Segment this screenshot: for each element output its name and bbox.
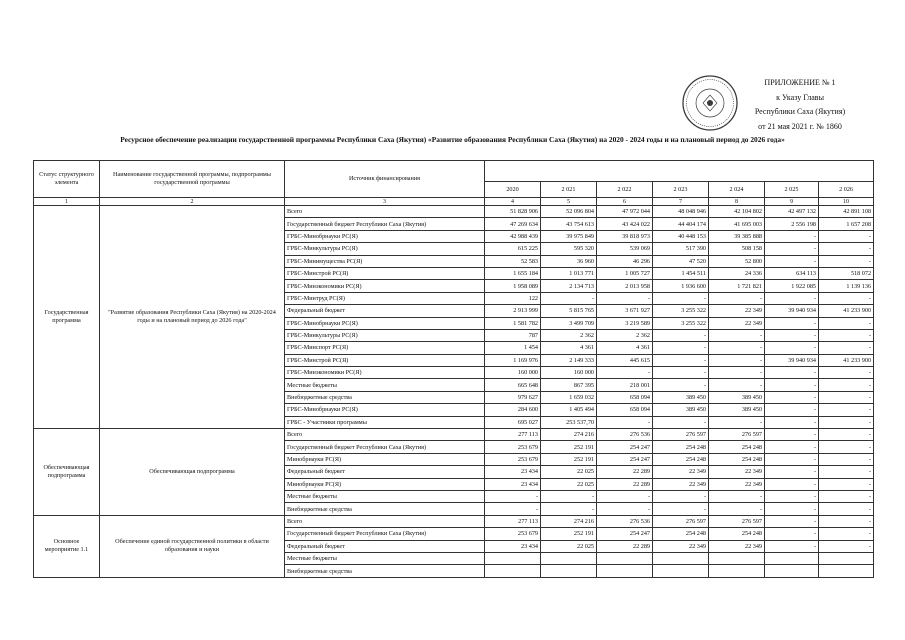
year-amount: 3 255 322 (653, 317, 709, 329)
year-amount: 160 000 (541, 367, 597, 379)
year-amount: - (653, 379, 709, 391)
year-amount: 22 349 (653, 466, 709, 478)
year-amount: - (819, 540, 874, 552)
year-amount: 46 296 (597, 255, 653, 267)
year-amount: - (597, 292, 653, 304)
funding-source: Внебюджетные средства (285, 565, 485, 577)
year-amount: - (653, 367, 709, 379)
column-index: 10 (819, 198, 874, 206)
year-amount: 253 537,70 (541, 416, 597, 428)
year-amount: - (485, 503, 541, 515)
year-amount: 42 891 108 (819, 206, 874, 218)
table-row (34, 429, 874, 441)
year-amount: 160 000 (485, 367, 541, 379)
header-year: 2 021 (541, 182, 597, 198)
year-amount: - (819, 391, 874, 403)
year-amount: 274 216 (541, 429, 597, 441)
funding-source: Местные бюджеты (285, 490, 485, 502)
year-amount: 44 404 174 (653, 218, 709, 230)
column-index: 3 (285, 198, 485, 206)
year-amount: 1 454 511 (653, 267, 709, 279)
funding-source: Местные бюджеты (285, 379, 485, 391)
year-amount: 253 679 (485, 441, 541, 453)
funding-source: Минобрнауки РС(Я) (285, 453, 485, 465)
funding-source: Государственный бюджет Республики Саха (Якутия) (285, 528, 485, 540)
funding-source: Внебюджетные средства (285, 391, 485, 403)
year-amount: - (541, 490, 597, 502)
year-amount: - (765, 453, 819, 465)
year-amount: 254 248 (653, 528, 709, 540)
year-amount: 252 191 (541, 441, 597, 453)
year-amount: 22 289 (597, 466, 653, 478)
year-amount: 867 395 (541, 379, 597, 391)
table-row (34, 515, 874, 527)
year-amount: 218 001 (597, 379, 653, 391)
year-amount: 389 450 (709, 391, 765, 403)
year-amount: - (709, 379, 765, 391)
year-amount (819, 565, 874, 577)
year-amount: - (765, 478, 819, 490)
year-amount: 1 958 089 (485, 280, 541, 292)
funding-source: ГРБС-Минтруд РС(Я) (285, 292, 485, 304)
year-amount: - (597, 503, 653, 515)
year-amount: 389 450 (709, 404, 765, 416)
funding-source: ГРБС-Минэкономики РС(Я) (285, 367, 485, 379)
year-amount: 24 336 (709, 267, 765, 279)
year-amount: - (819, 230, 874, 242)
year-amount (485, 565, 541, 577)
year-amount: 1 655 184 (485, 267, 541, 279)
year-amount: 1 659 032 (541, 391, 597, 403)
year-amount: 595 320 (541, 243, 597, 255)
year-amount: - (819, 342, 874, 354)
year-amount: 22 289 (597, 478, 653, 490)
header-years-group (485, 161, 874, 182)
year-amount: 274 216 (541, 515, 597, 527)
year-amount: 4 361 (541, 342, 597, 354)
year-amount: - (653, 503, 709, 515)
year-amount: 23 434 (485, 478, 541, 490)
year-amount: - (709, 292, 765, 304)
table-row (34, 206, 874, 218)
year-amount: 276 597 (653, 515, 709, 527)
year-amount (541, 552, 597, 564)
row-program-name: Обеспечение единой государственной политики в области образования и науки (100, 515, 285, 577)
funding-source: ГРБС-Минобрнауки РС(Я) (285, 404, 485, 416)
funding-source: Федеральный бюджет (285, 466, 485, 478)
header-year: 2 024 (709, 182, 765, 198)
header-name: Наименование государственной программы, подпрограммы государственной программы (100, 161, 285, 198)
row-status: Обеспечивающая подпрограмма (34, 429, 100, 516)
year-amount: - (709, 367, 765, 379)
year-amount: 254 248 (709, 441, 765, 453)
year-amount: 51 828 906 (485, 206, 541, 218)
year-amount: - (819, 255, 874, 267)
year-amount: - (653, 354, 709, 366)
year-amount: - (819, 429, 874, 441)
funding-source: ГРБС-Минэкономики РС(Я) (285, 280, 485, 292)
year-amount: 517 390 (653, 243, 709, 255)
year-amount: 1 005 727 (597, 267, 653, 279)
year-amount: 254 247 (597, 441, 653, 453)
year-amount: - (765, 379, 819, 391)
year-amount: 276 536 (597, 429, 653, 441)
year-amount: - (765, 540, 819, 552)
year-amount: - (653, 342, 709, 354)
funding-source: ГРБС-Минстрой РС(Я) (285, 354, 485, 366)
year-amount: 2 913 999 (485, 305, 541, 317)
table-index-row (34, 198, 874, 206)
year-amount: 3 671 927 (597, 305, 653, 317)
year-amount (653, 552, 709, 564)
year-amount: 634 113 (765, 267, 819, 279)
year-amount: 787 (485, 329, 541, 341)
year-amount: 539 069 (597, 243, 653, 255)
header-year: 2 023 (653, 182, 709, 198)
year-amount: 1 454 (485, 342, 541, 354)
year-amount: 445 615 (597, 354, 653, 366)
year-amount: 254 248 (709, 528, 765, 540)
year-amount: - (597, 490, 653, 502)
year-amount: 52 800 (709, 255, 765, 267)
year-amount: 254 248 (709, 453, 765, 465)
year-amount: - (765, 429, 819, 441)
year-amount: 658 094 (597, 404, 653, 416)
funding-source: Всего (285, 515, 485, 527)
year-amount: 41 695 003 (709, 218, 765, 230)
year-amount: - (709, 329, 765, 341)
year-amount: 22 349 (709, 305, 765, 317)
year-amount: 41 233 900 (819, 305, 874, 317)
year-amount: - (709, 416, 765, 428)
year-amount: 2 013 958 (597, 280, 653, 292)
funding-source: ГРБС-Минобрнауки РС(Я) (285, 317, 485, 329)
year-amount: - (709, 503, 765, 515)
year-amount: 52 096 804 (541, 206, 597, 218)
year-amount: 3 255 322 (653, 305, 709, 317)
row-status: Государственная программа (34, 206, 100, 429)
year-amount: 695 027 (485, 416, 541, 428)
year-amount: - (819, 515, 874, 527)
appendix-decree: к Указу Главы (776, 92, 824, 102)
column-index: 9 (765, 198, 819, 206)
funding-source: ГРБС - Участники программы (285, 416, 485, 428)
year-amount: - (653, 329, 709, 341)
year-amount: - (819, 528, 874, 540)
year-amount: 47 520 (653, 255, 709, 267)
appendix-republic: Республики Саха (Якутия) (754, 107, 846, 116)
year-amount: - (541, 292, 597, 304)
year-amount: 1 169 976 (485, 354, 541, 366)
year-amount: - (765, 441, 819, 453)
year-amount: - (819, 404, 874, 416)
header-status: Статус структурного элемента (34, 161, 100, 198)
header-year: 2 025 (765, 182, 819, 198)
year-amount: 1 405 494 (541, 404, 597, 416)
year-amount: 23 434 (485, 540, 541, 552)
year-amount: 43 424 022 (597, 218, 653, 230)
year-amount: - (765, 416, 819, 428)
year-amount (541, 565, 597, 577)
year-amount: 254 247 (597, 528, 653, 540)
year-amount: - (709, 354, 765, 366)
year-amount: - (765, 317, 819, 329)
appendix-block (730, 76, 870, 134)
year-amount: - (819, 317, 874, 329)
year-amount: - (597, 367, 653, 379)
year-amount: - (765, 490, 819, 502)
year-amount: 47 269 634 (485, 218, 541, 230)
column-index: 1 (34, 198, 100, 206)
year-amount: - (765, 391, 819, 403)
year-amount: 508 158 (709, 243, 765, 255)
document-title: Ресурсное обеспечение реализации государственной программы Республики Саха (Якутия) «Развитие образования Республики Саха (Якутия) на 2020 - 2024 годы и на плановый период до 2026 года» (120, 135, 785, 144)
year-amount (765, 565, 819, 577)
header-year: 2 026 (819, 182, 874, 198)
funding-source: Федеральный бюджет (285, 305, 485, 317)
column-index: 5 (541, 198, 597, 206)
year-amount: - (819, 466, 874, 478)
funding-source: ГРБС-Минкультуры РС(Я) (285, 243, 485, 255)
year-amount: 276 597 (709, 515, 765, 527)
year-amount: 42 988 439 (485, 230, 541, 242)
year-amount: 22 025 (541, 540, 597, 552)
year-amount (765, 552, 819, 564)
year-amount: - (485, 490, 541, 502)
year-amount: - (653, 292, 709, 304)
year-amount: - (765, 367, 819, 379)
funding-source: Всего (285, 206, 485, 218)
funding-source: ГРБС-Минстрой РС(Я) (285, 267, 485, 279)
year-amount: - (765, 230, 819, 242)
funding-source: Местные бюджеты (285, 552, 485, 564)
year-amount: - (709, 342, 765, 354)
year-amount: - (765, 342, 819, 354)
column-index: 7 (653, 198, 709, 206)
year-amount (819, 552, 874, 564)
year-amount: 1 922 085 (765, 280, 819, 292)
funding-source: Внебюджетные средства (285, 503, 485, 515)
year-amount: 2 556 198 (765, 218, 819, 230)
year-amount: 2 362 (597, 329, 653, 341)
year-amount: - (819, 453, 874, 465)
year-amount: 39 940 934 (765, 354, 819, 366)
year-amount: 1 139 136 (819, 280, 874, 292)
year-amount: 22 349 (709, 540, 765, 552)
funding-source: Минобрнауки РС(Я) (285, 478, 485, 490)
year-amount: - (819, 243, 874, 255)
year-amount (597, 552, 653, 564)
year-amount: 52 583 (485, 255, 541, 267)
year-amount: 40 448 153 (653, 230, 709, 242)
appendix-number: ПРИЛОЖЕНИЕ № 1 (764, 78, 836, 87)
year-amount: 22 349 (653, 540, 709, 552)
funding-source: ГРБС-Минимущества РС(Я) (285, 255, 485, 267)
year-amount: - (819, 367, 874, 379)
row-status: Основное мероприятие 1.1 (34, 515, 100, 577)
table-header-row (34, 161, 874, 182)
year-amount: - (819, 416, 874, 428)
year-amount: 5 815 765 (541, 305, 597, 317)
year-amount: - (819, 441, 874, 453)
year-amount: 22 349 (709, 478, 765, 490)
year-amount: 277 113 (485, 429, 541, 441)
year-amount: 253 679 (485, 528, 541, 540)
row-program-name: Обеспечивающая подпрограмма (100, 429, 285, 516)
year-amount: 39 385 888 (709, 230, 765, 242)
year-amount: 23 434 (485, 466, 541, 478)
year-amount: 254 248 (653, 441, 709, 453)
year-amount: 4 361 (597, 342, 653, 354)
year-amount: 979 627 (485, 391, 541, 403)
year-amount: 1 936 600 (653, 280, 709, 292)
year-amount: 389 450 (653, 404, 709, 416)
column-index: 6 (597, 198, 653, 206)
year-amount: 39 818 973 (597, 230, 653, 242)
year-amount: 253 679 (485, 453, 541, 465)
year-amount: 1 013 771 (541, 267, 597, 279)
year-amount: 22 025 (541, 478, 597, 490)
year-amount: 39 940 934 (765, 305, 819, 317)
year-amount: 389 450 (653, 391, 709, 403)
row-program-name: "Развитие образования Республики Саха (Якутия) на 2020-2024 годы и на плановый период до 2026 года" (100, 206, 285, 429)
funding-source: Федеральный бюджет (285, 540, 485, 552)
year-amount: 22 025 (541, 466, 597, 478)
year-amount: - (653, 490, 709, 502)
year-amount: - (765, 404, 819, 416)
year-amount: - (765, 466, 819, 478)
header-source: Источник финансирования (285, 161, 485, 198)
year-amount: - (765, 329, 819, 341)
year-amount: 252 191 (541, 528, 597, 540)
funding-source: ГРБС-Минкультуры РС(Я) (285, 329, 485, 341)
year-amount: 36 960 (541, 255, 597, 267)
year-amount: 48 048 946 (653, 206, 709, 218)
year-amount: 276 536 (597, 515, 653, 527)
resource-table (33, 160, 874, 578)
year-amount (597, 565, 653, 577)
year-amount: 2 134 713 (541, 280, 597, 292)
year-amount: 22 349 (653, 478, 709, 490)
header-year: 2 022 (597, 182, 653, 198)
year-amount: 3 219 589 (597, 317, 653, 329)
year-amount: - (819, 379, 874, 391)
column-index: 4 (485, 198, 541, 206)
year-amount: 41 233 900 (819, 354, 874, 366)
year-amount: 276 597 (653, 429, 709, 441)
year-amount: - (765, 255, 819, 267)
year-amount: - (765, 503, 819, 515)
year-amount: - (653, 416, 709, 428)
year-amount (709, 552, 765, 564)
year-amount: - (597, 416, 653, 428)
year-amount: - (765, 528, 819, 540)
year-amount: - (765, 292, 819, 304)
year-amount: 1 657 208 (819, 218, 874, 230)
year-amount: 42 497 132 (765, 206, 819, 218)
year-amount: 665 648 (485, 379, 541, 391)
year-amount: 22 349 (709, 466, 765, 478)
year-amount: 47 972 044 (597, 206, 653, 218)
year-amount (485, 552, 541, 564)
year-amount: 277 113 (485, 515, 541, 527)
year-amount: 276 597 (709, 429, 765, 441)
year-amount: - (819, 503, 874, 515)
year-amount: 254 248 (653, 453, 709, 465)
year-amount: - (765, 515, 819, 527)
year-amount: - (541, 503, 597, 515)
year-amount: 3 499 709 (541, 317, 597, 329)
year-amount: 254 247 (597, 453, 653, 465)
year-amount: 2 149 333 (541, 354, 597, 366)
year-amount: - (709, 490, 765, 502)
year-amount: - (819, 490, 874, 502)
year-amount (709, 565, 765, 577)
year-amount (653, 565, 709, 577)
year-amount: 1 581 782 (485, 317, 541, 329)
year-amount: 122 (485, 292, 541, 304)
year-amount: 615 225 (485, 243, 541, 255)
year-amount: 42 104 802 (709, 206, 765, 218)
column-index: 2 (100, 198, 285, 206)
appendix-date: от 21 мая 2021 г. № 1860 (758, 121, 842, 131)
funding-source: ГРБС-Минспорт РС(Я) (285, 342, 485, 354)
year-amount: - (819, 478, 874, 490)
column-index: 8 (709, 198, 765, 206)
header-year: 2020 (485, 182, 541, 198)
year-amount: 518 072 (819, 267, 874, 279)
year-amount: 22 349 (709, 317, 765, 329)
funding-source: Всего (285, 429, 485, 441)
year-amount: 658 094 (597, 391, 653, 403)
funding-source: Государственный бюджет Республики Саха (Якутия) (285, 441, 485, 453)
funding-source: Государственный бюджет Республики Саха (Якутия) (285, 218, 485, 230)
year-amount: 39 975 849 (541, 230, 597, 242)
funding-source: ГРБС-Минобрнауки РС(Я) (285, 230, 485, 242)
resource-table-body (34, 161, 874, 578)
year-amount: - (765, 243, 819, 255)
year-amount: - (819, 292, 874, 304)
year-amount: 22 289 (597, 540, 653, 552)
year-amount: 252 191 (541, 453, 597, 465)
year-amount: 2 362 (541, 329, 597, 341)
year-amount: 284 600 (485, 404, 541, 416)
year-amount: 1 721 821 (709, 280, 765, 292)
year-amount: - (819, 329, 874, 341)
year-amount: 43 754 613 (541, 218, 597, 230)
